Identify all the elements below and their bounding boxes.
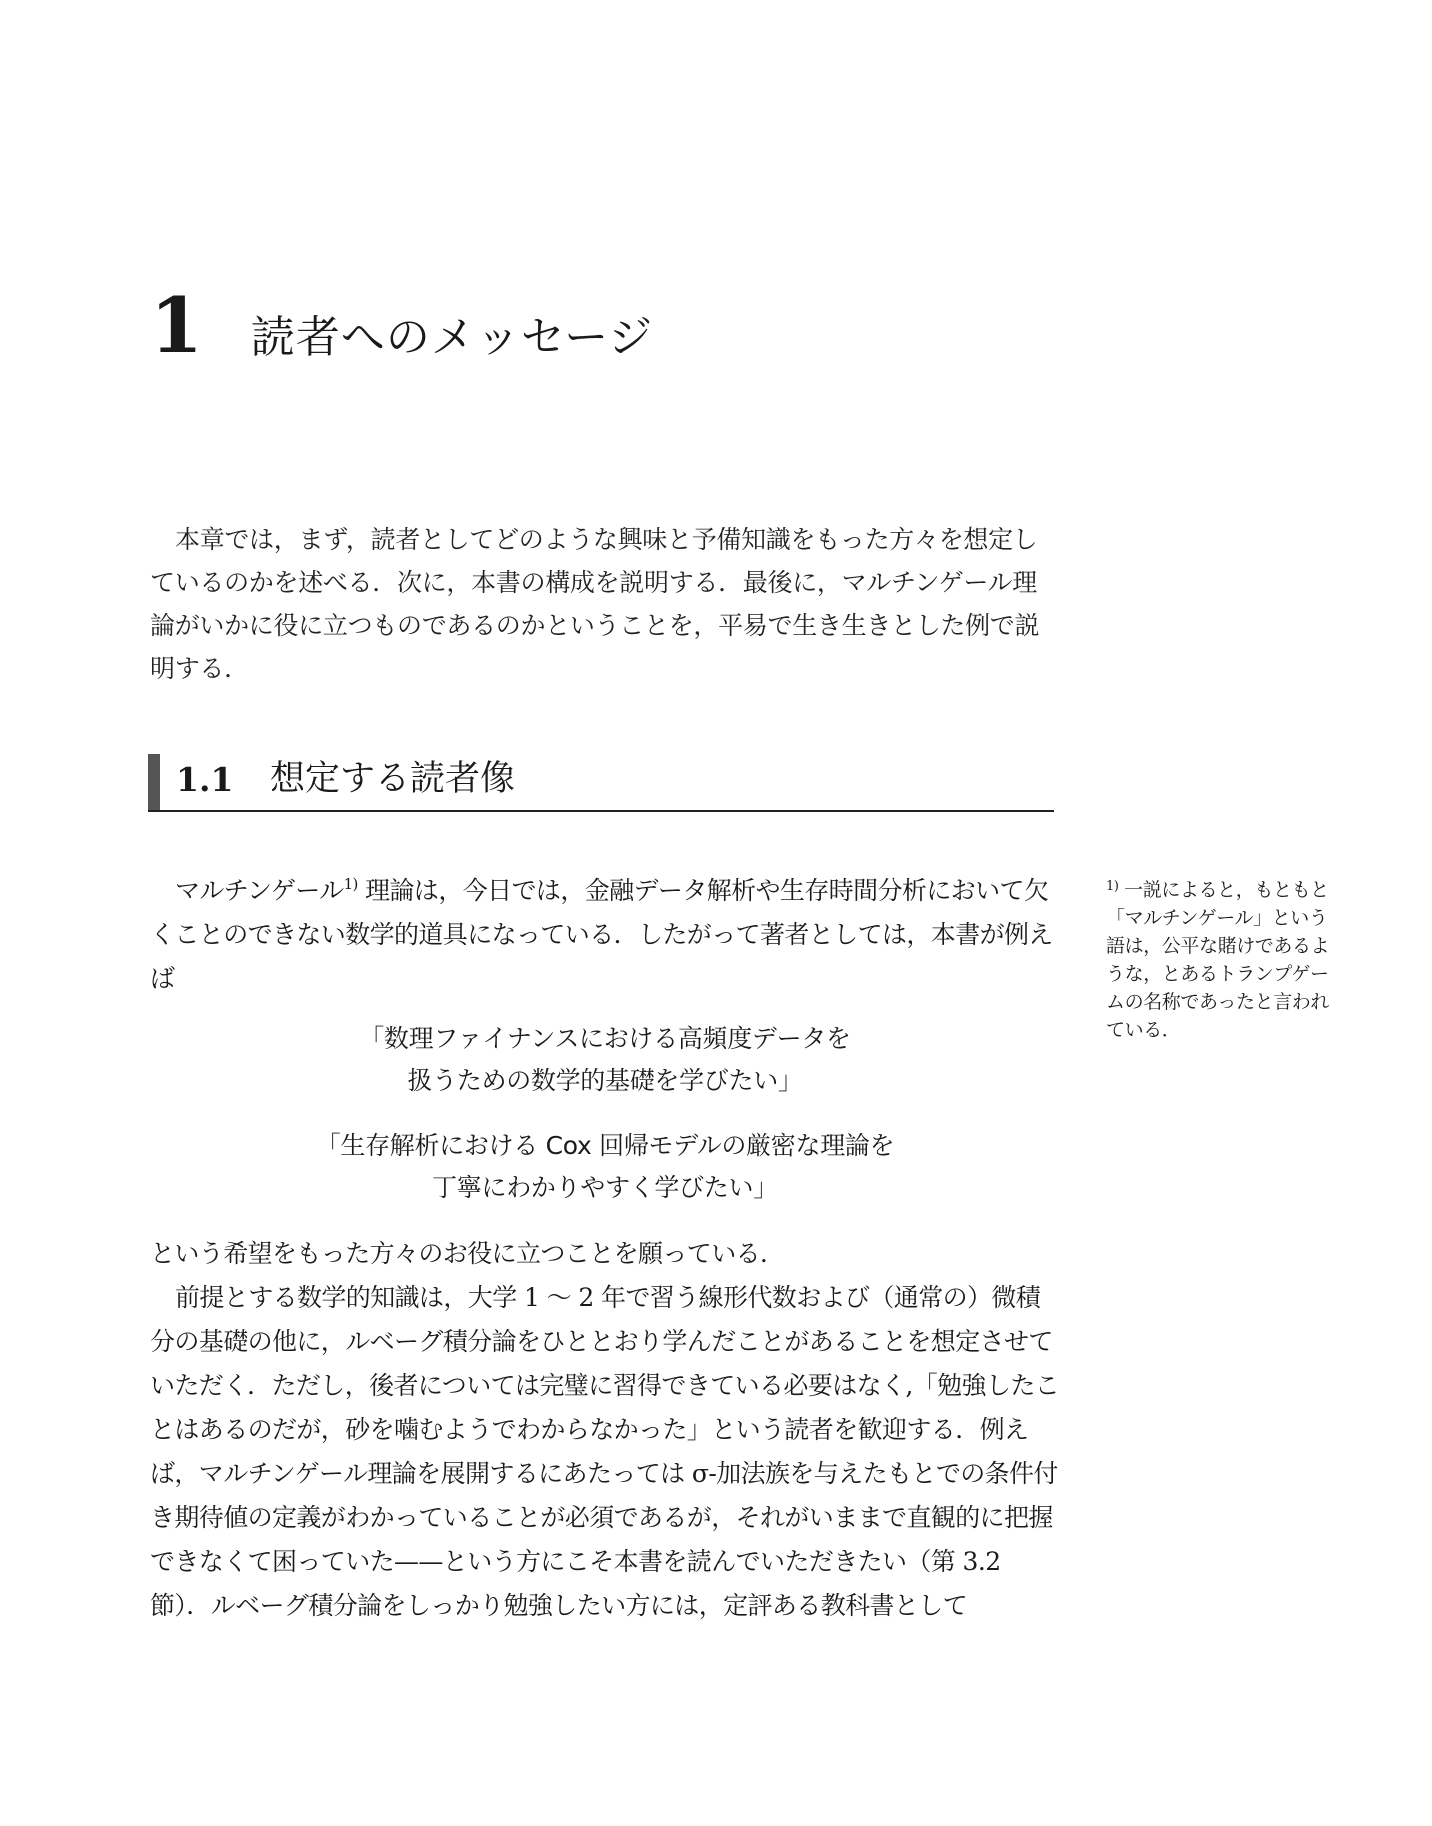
body-paragraph-3: 前提とする数学的知識は，大学 1 ～ 2 年で習う線形代数および（通常の）微積分の基礎の他に，ルベーグ積分論をひととおり学んだことがあることを想定させていただく．ただし，後者については完璧に習得できている必要はなく,「勉強したことはあるのだが，砂を噛むようでわからなかった」という読者を歓迎する．例えば，マルチンゲール理論を展開するにあたっては σ-加法族を与えたもとでの条件付き期待値の定義がわかっていることが必須であるが，それがいままで直観的に把握できなくて困っていた——という方にこそ本書を読んでいただきたい（第 3.2 節）．ルベーグ積分論をしっかり勉強したい方には，定評ある教科書として: [150, 1283, 1060, 1620]
para1-rest: 理論は，今日では，金融データ解析や生存時間分析において欠くことのできない数学的道具になっている．したがって著者としては，本書が例えば: [150, 876, 1053, 993]
body-paragraph-1: [150, 869, 1062, 1001]
quote-block-1: [150, 1018, 1060, 1102]
chapter-number: 1: [150, 281, 203, 370]
footnote-text: 一説によると，もともと「マルチンゲール」という語は，公平な賭けであるような，とあるトランプゲームの名称であったと言われている．: [1106, 879, 1330, 1041]
footnote-mark: 1): [1106, 879, 1119, 894]
section-title: 想定する読者像: [270, 759, 516, 799]
para1-lead: マルチンゲール: [175, 876, 344, 905]
body-paragraph-2: という希望をもった方々のお役に立つことを願っている．: [150, 1239, 785, 1268]
section-heading: [148, 750, 1054, 812]
quote2-line1: 「生存解析における Cox 回帰モデルの厳密な理論を: [315, 1131, 895, 1160]
chapter-heading: [150, 281, 654, 370]
quote1-line2: 扱うための数学的基礎を学びたい」: [407, 1066, 803, 1095]
chapter-intro: 本章では，まず，読者としてどのような興味と予備知識をもった方々を想定しているのかを述べる．次に，本書の構成を説明する．最後に，マルチンゲール理論がいかに役に立つものであるのかということを，平易で生き生きとした例で説明する．: [150, 525, 1040, 683]
section-marker-bar: [148, 754, 160, 810]
footnote-reference[interactable]: 1): [343, 875, 358, 893]
quote2-line2: 丁寧にわかりやすく学びたい」: [432, 1173, 778, 1202]
margin-footnote: [1106, 876, 1346, 1044]
quote-block-2: [150, 1125, 1060, 1209]
chapter-title: 読者へのメッセージ: [250, 312, 654, 363]
quote1-line1: 「数理ファイナンスにおける高頻度データを: [359, 1024, 851, 1053]
section-number: 1.1: [176, 760, 234, 799]
